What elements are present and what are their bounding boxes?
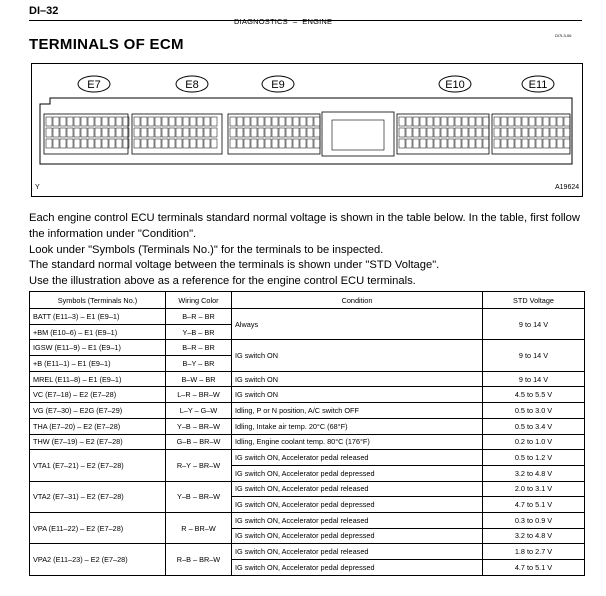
symbol-cell: +B (E11–1) – E1 (E9–1) (30, 356, 166, 372)
connector-label: E9 (271, 79, 285, 91)
condition-cell: IG switch ON (232, 371, 483, 387)
table-header-row (30, 292, 585, 309)
std-voltage-cell: 2.0 to 3.1 V (483, 481, 585, 497)
std-voltage-cell: 9 to 14 V (483, 371, 585, 387)
figure-id: A19624 (555, 184, 580, 191)
table-row (30, 403, 585, 419)
table-row (30, 340, 585, 356)
symbol-cell: MREL (E11–8) – E1 (E9–1) (30, 371, 166, 387)
symbol-cell: VG (E7–30) – E2G (E7–29) (30, 403, 166, 419)
table-row (30, 434, 585, 450)
condition-cell: IG switch ON, Accelerator pedal released (232, 544, 483, 560)
table-row (30, 309, 585, 325)
symbol-cell: THW (E7–19) – E2 (E7–28) (30, 434, 166, 450)
table-row (30, 544, 585, 560)
page-title: TERMINALS OF ECM (29, 36, 184, 53)
column-header-wiring: Wiring Color (166, 292, 232, 309)
intro-paragraph: Use the illustration above as a reference for the engine control ECU terminals. (29, 275, 416, 288)
symbol-cell: THA (E7–20) – E2 (E7–28) (30, 418, 166, 434)
document-code: DI7L3-06 (555, 33, 572, 38)
std-voltage-cell: 9 to 14 V (483, 340, 585, 371)
condition-cell: IG switch ON (232, 340, 483, 371)
symbol-cell: VTA2 (E7–31) – E2 (E7–28) (30, 481, 166, 512)
intro-paragraph: The standard normal voltage between the terminals is shown under "STD Voltage". (29, 259, 440, 272)
wiring-color-cell: G–B – BR–W (166, 434, 232, 450)
condition-cell: IG switch ON, Accelerator pedal depressed (232, 497, 483, 513)
connector-center-boss (322, 112, 394, 156)
std-voltage-cell: 4.7 to 5.1 V (483, 497, 585, 513)
table-row (30, 418, 585, 434)
header-dash: – (292, 17, 298, 26)
std-voltage-cell: 4.7 to 5.1 V (483, 560, 585, 576)
connector-label: E8 (185, 79, 199, 91)
std-voltage-cell: 3.2 to 4.8 V (483, 528, 585, 544)
condition-cell: IG switch ON, Accelerator pedal depressed (232, 528, 483, 544)
wiring-color-cell: R–B – BR–W (166, 544, 232, 575)
wiring-color-cell: Y–B – BR–W (166, 481, 232, 512)
connector-illustration (32, 64, 582, 196)
symbol-cell: IGSW (E11–9) – E1 (E9–1) (30, 340, 166, 356)
intro-paragraph: Each engine control ECU terminals standard normal voltage is shown in the table below. In the table, first follow the information under "Condition". (29, 212, 580, 240)
wiring-color-cell: L–Y – G–W (166, 403, 232, 419)
intro-paragraph: Look under "Symbols (Terminals No.)" for the terminals to be inspected. (29, 243, 384, 256)
column-header-voltage: STD Voltage (483, 292, 585, 309)
std-voltage-cell: 3.2 to 4.8 V (483, 465, 585, 481)
condition-cell: IG switch ON, Accelerator pedal released (232, 481, 483, 497)
symbol-cell: +BM (E10–6) – E1 (E9–1) (30, 324, 166, 340)
connector-center-recess (332, 120, 384, 150)
column-header-symbols: Symbols (Terminals No.) (30, 292, 166, 309)
std-voltage-cell: 4.5 to 5.5 V (483, 387, 585, 403)
condition-cell: IG switch ON, Accelerator pedal released (232, 450, 483, 466)
symbol-cell: VPA2 (E11–23) – E2 (E7–28) (30, 544, 166, 575)
page-number: DI–32 (29, 5, 59, 17)
std-voltage-cell: 0.2 to 1.0 V (483, 434, 585, 450)
wiring-color-cell: Y–B – BR (166, 324, 232, 340)
condition-cell: IG switch ON, Accelerator pedal depressed (232, 465, 483, 481)
wiring-color-cell: Y–B – BR–W (166, 418, 232, 434)
wiring-color-cell: B–R – BR (166, 309, 232, 325)
header-section: DIAGNOSTICS (234, 17, 288, 26)
std-voltage-cell: 0.3 to 0.9 V (483, 512, 585, 528)
condition-cell: Idling, P or N position, A/C switch OFF (232, 403, 483, 419)
symbol-cell: VC (E7–18) – E2 (E7–28) (30, 387, 166, 403)
ecm-connector-diagram (31, 63, 583, 197)
std-voltage-cell: 0.5 to 1.2 V (483, 450, 585, 466)
condition-cell: IG switch ON (232, 387, 483, 403)
wiring-color-cell: B–Y – BR (166, 356, 232, 372)
connector-label: E10 (445, 79, 465, 91)
table-row (30, 450, 585, 466)
std-voltage-cell: 9 to 14 V (483, 309, 585, 340)
diagram-left-mark: Y (35, 184, 40, 191)
std-voltage-cell: 1.8 to 2.7 V (483, 544, 585, 560)
table-row (30, 481, 585, 497)
table-row (30, 387, 585, 403)
condition-cell: Idling, Intake air temp. 20°C (68°F) (232, 418, 483, 434)
wiring-color-cell: B–W – BR (166, 371, 232, 387)
wiring-color-cell: R–Y – BR–W (166, 450, 232, 481)
condition-cell: Always (232, 309, 483, 340)
column-header-condition: Condition (232, 292, 483, 309)
wiring-color-cell: L–R – BR–W (166, 387, 232, 403)
wiring-color-cell: R – BR–W (166, 512, 232, 543)
std-voltage-cell: 0.5 to 3.0 V (483, 403, 585, 419)
symbol-cell: VPA (E11–22) – E2 (E7–28) (30, 512, 166, 543)
header-subsection: ENGINE (302, 17, 333, 26)
std-voltage-cell: 0.5 to 3.4 V (483, 418, 585, 434)
wiring-color-cell: B–R – BR (166, 340, 232, 356)
connector-label: E11 (528, 79, 548, 91)
table-row (30, 512, 585, 528)
table-row (30, 371, 585, 387)
symbol-cell: BATT (E11–3) – E1 (E9–1) (30, 309, 166, 325)
header-rule (29, 20, 582, 21)
condition-cell: IG switch ON, Accelerator pedal depressed (232, 560, 483, 576)
condition-cell: IG switch ON, Accelerator pedal released (232, 512, 483, 528)
connector-label: E7 (87, 79, 101, 91)
page-header (234, 17, 332, 26)
intro-text (29, 211, 589, 290)
symbol-cell: VTA1 (E7–21) – E2 (E7–28) (30, 450, 166, 481)
terminal-voltage-table (29, 291, 585, 576)
condition-cell: Idling, Engine coolant temp. 80°C (176°F) (232, 434, 483, 450)
